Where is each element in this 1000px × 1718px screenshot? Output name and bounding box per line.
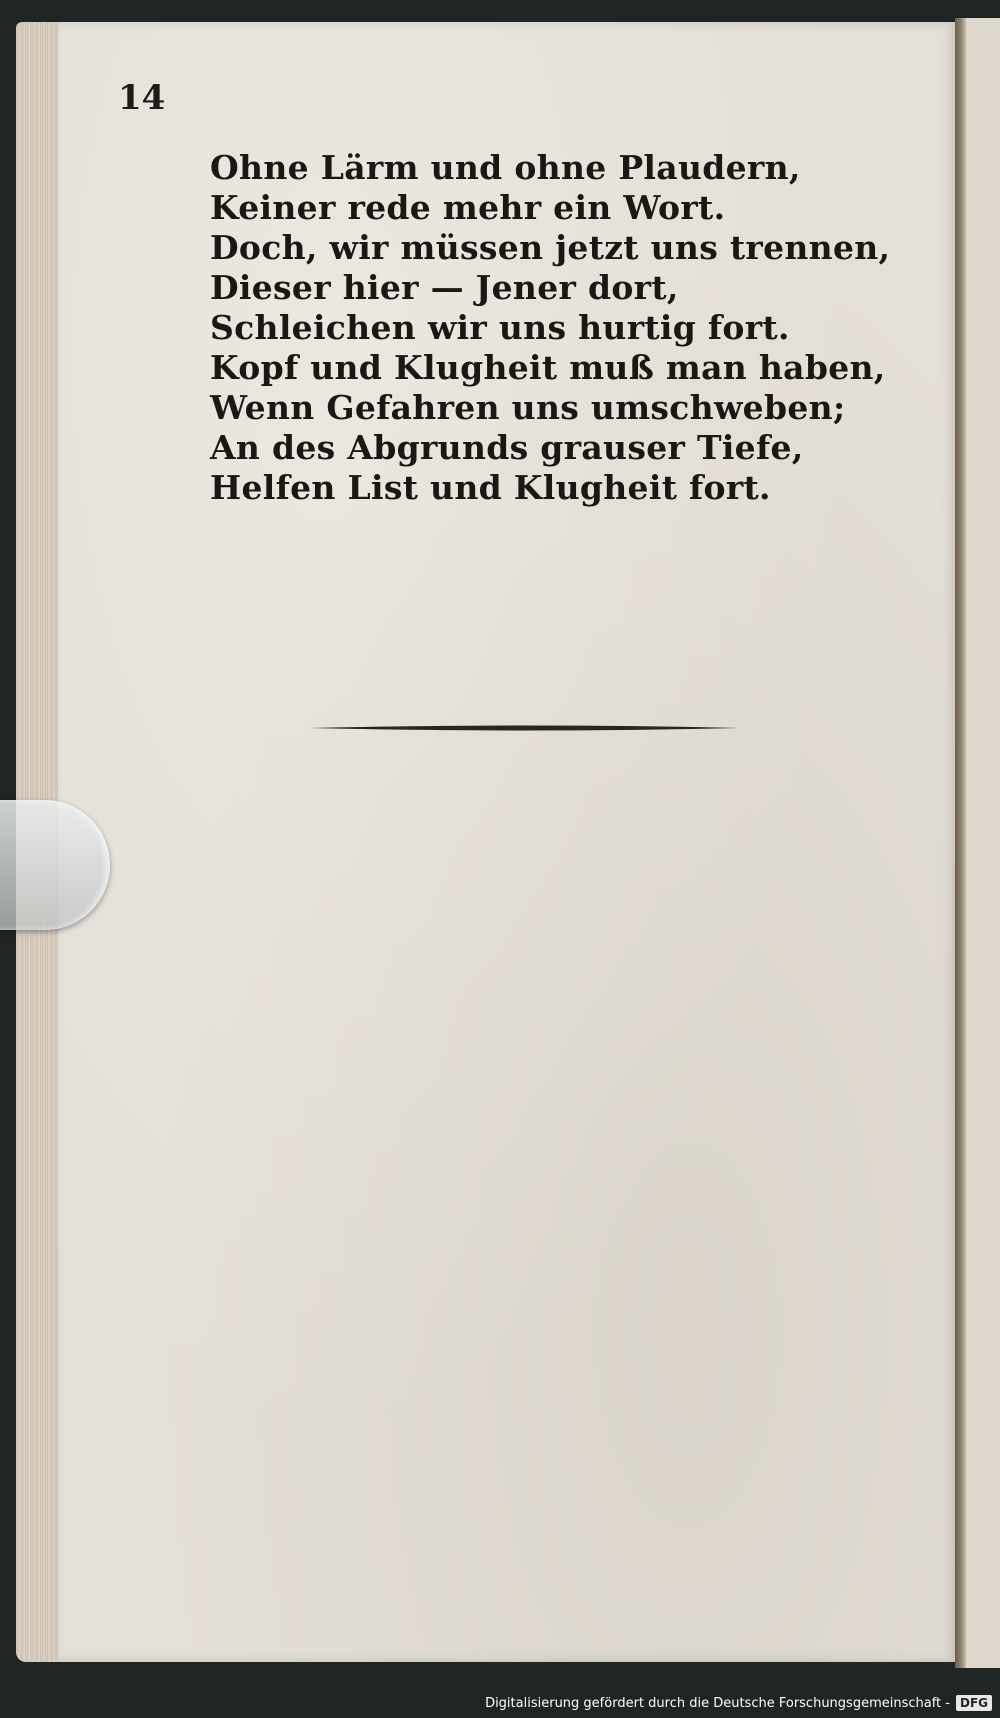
ornamental-rule	[310, 724, 740, 732]
credit-text: Digitalisierung gefördert durch die Deutsche Forschungsgemeinschaft -	[485, 1695, 950, 1711]
poem-line: Wenn Gefahren uns umschweben;	[210, 388, 846, 427]
facing-page-edge	[966, 18, 1000, 1668]
poem-line: Ohne Lärm und ohne Plaudern,	[210, 148, 801, 187]
dfg-logo-icon: DFG	[956, 1695, 992, 1711]
poem-line: Kopf und Klugheit muß man haben,	[210, 348, 886, 387]
poem-line: Schleichen wir uns hurtig fort.	[210, 308, 790, 347]
poem-stanza	[210, 148, 890, 508]
poem-line: Keiner rede mehr ein Wort.	[210, 188, 726, 227]
poem-line: Helfen List und Klugheit fort.	[210, 468, 771, 507]
poem-line: Doch, wir müssen jetzt uns trennen,	[210, 228, 891, 267]
page-number: 14	[118, 78, 166, 118]
poem-line: Dieser hier — Jener dort,	[210, 268, 679, 307]
digitization-credit	[485, 1692, 992, 1714]
poem-line: An des Abgrunds grauser Tiefe,	[210, 428, 804, 467]
